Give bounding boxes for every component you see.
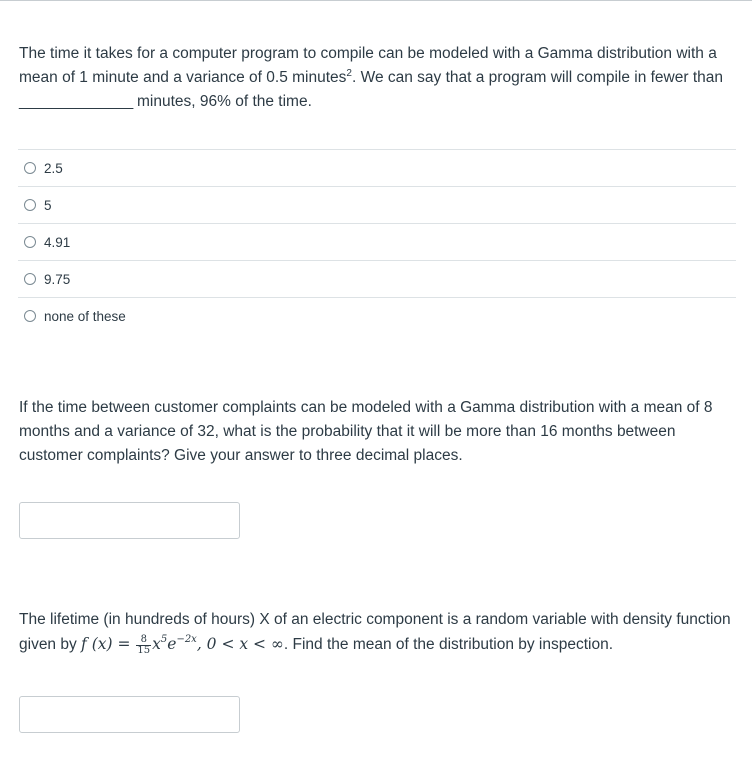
top-divider xyxy=(0,0,752,1)
answer-option[interactable] xyxy=(18,186,736,223)
radio-button-icon[interactable] xyxy=(24,310,36,322)
answer-option[interactable] xyxy=(18,297,736,334)
radio-button-icon[interactable] xyxy=(24,236,36,248)
question-1-superscript: 2 xyxy=(346,68,352,79)
answer-option-label[interactable]: none of these xyxy=(44,308,126,324)
radio-button-icon[interactable] xyxy=(24,273,36,285)
formula-e: e xyxy=(167,635,177,653)
question-3-answer-input[interactable] xyxy=(19,696,240,733)
fraction-denominator: 15 xyxy=(137,644,151,656)
answer-option-label[interactable]: 4.91 xyxy=(44,234,71,250)
question-1-text-part2: . We can say that a program will compile in fewer than xyxy=(351,69,724,86)
question-3-text-part2: . Find the mean of the distribution by inspection. xyxy=(283,636,614,653)
question-3-text xyxy=(19,608,734,657)
answer-option[interactable] xyxy=(18,260,736,297)
question-2-text: If the time between customer complaints can be modeled with a Gamma distribution with a mean of 8 months and a variance of 32, what is the probability that it will be more than 16 months between customer complaints? Give your answer to three decimal places. xyxy=(19,399,713,464)
question-1-text xyxy=(19,42,734,114)
question-3-text-part1: The lifetime (in hundreds of hours) X of an electric component is a random variable with density function given by xyxy=(19,611,731,653)
formula-base: x xyxy=(152,635,161,653)
question-1-text-part3: minutes, 96% of the time. xyxy=(132,93,312,110)
answer-option[interactable] xyxy=(18,223,736,260)
question-1-blank: ______________ xyxy=(19,93,133,110)
answer-option-label[interactable]: 2.5 xyxy=(44,160,63,176)
question-1-text-part1: The time it takes for a computer program to compile can be modeled with a Gamma distribution with a mean of 1 minute and a variance of 0.5 minutes xyxy=(19,45,717,86)
answer-option-label[interactable]: 9.75 xyxy=(44,271,71,287)
question-2-answer-input[interactable] xyxy=(19,502,240,539)
formula-exponent-2: −2x xyxy=(176,634,197,645)
radio-button-icon[interactable] xyxy=(24,162,36,174)
fraction-numerator: 8 xyxy=(136,635,151,646)
formula-exponent-1: 5 xyxy=(160,634,168,645)
density-formula xyxy=(81,633,284,656)
radio-button-icon[interactable] xyxy=(24,199,36,211)
answer-option-label[interactable]: 5 xyxy=(44,197,52,213)
question-1-answer-list xyxy=(18,149,736,334)
formula-fraction xyxy=(136,635,151,656)
answer-option[interactable] xyxy=(18,149,736,186)
formula-lhs: f (x) = xyxy=(81,635,136,653)
formula-domain: , 0 < x < ∞ xyxy=(196,635,284,653)
